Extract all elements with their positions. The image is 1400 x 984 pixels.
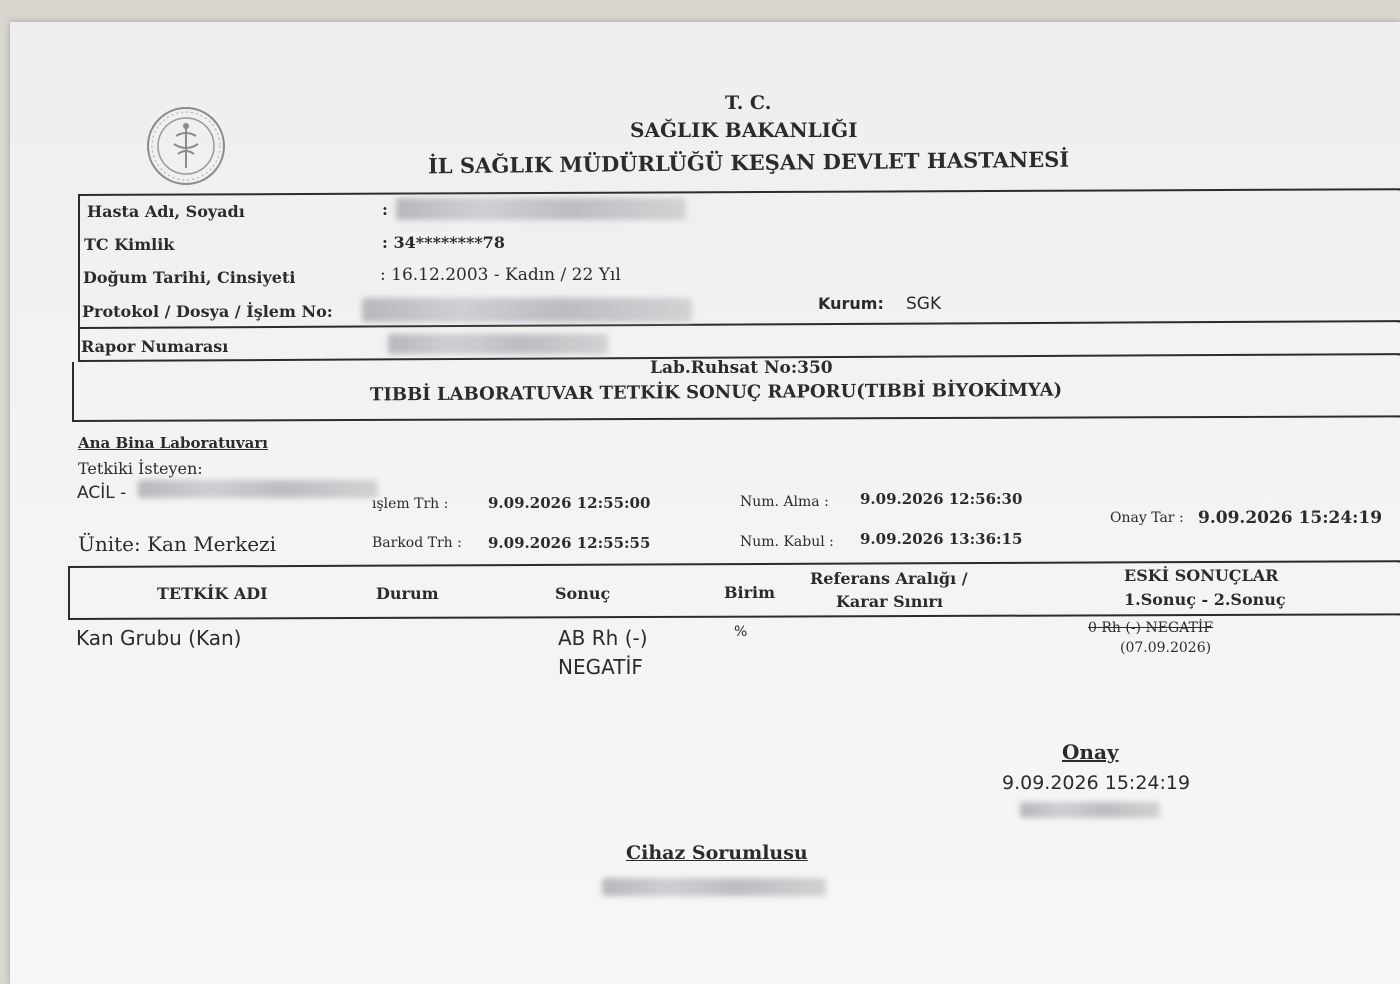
row-result-1: AB Rh (-) — [558, 626, 648, 650]
report-number-label: Rapor Numarası — [81, 337, 229, 356]
barkod-value: 9.09.2026 12:55:55 — [488, 534, 651, 552]
alma-label: Num. Alma : — [740, 494, 829, 510]
patient-row-divider — [78, 320, 1400, 329]
kurum-value: SGK — [906, 294, 942, 314]
lab-license: Lab.Ruhsat No:350 — [650, 358, 833, 378]
alma-value: 9.09.2026 12:56:30 — [860, 490, 1023, 508]
patient-box-left-border — [78, 195, 80, 362]
col-header-reference-1: Referans Aralığı / — [810, 569, 968, 588]
row-result-2: NEGATİF — [558, 655, 643, 679]
protocol-label: Protokol / Dosya / İşlem No: — [82, 302, 333, 321]
approval-title: Onay — [1062, 740, 1119, 764]
title-box-left-border — [72, 362, 74, 422]
report-paper — [10, 22, 1400, 984]
protocol-value-redacted — [362, 298, 692, 322]
patient-box-top-border — [78, 188, 1400, 196]
islem-label: ışlem Trh : — [372, 496, 449, 512]
dob-label: Doğum Tarihi, Cinsiyeti — [83, 268, 296, 287]
col-header-status: Durum — [376, 584, 439, 603]
requester-redacted — [138, 480, 378, 498]
header-tc: T. C. — [725, 92, 772, 114]
row-test-name: Kan Grubu (Kan) — [76, 626, 242, 650]
approval-datetime: 9.09.2026 15:24:19 — [1002, 772, 1191, 794]
table-header-bottom-border — [68, 613, 1400, 620]
table-header-left-border — [68, 567, 70, 619]
approval-signer-redacted — [1020, 802, 1160, 818]
title-box-bottom-border — [72, 415, 1400, 422]
col-header-test-name: TETKİK ADI — [157, 584, 268, 603]
islem-value: 9.09.2026 12:55:00 — [488, 494, 651, 512]
dob-value: : 16.12.2003 - Kadın / 22 Yıl — [380, 265, 621, 285]
device-responsible-title: Cihaz Sorumlusu — [626, 842, 808, 864]
patient-name-label: Hasta Adı, Soyadı — [87, 202, 245, 221]
col-header-result: Sonuç — [555, 584, 611, 603]
col-header-old-results-1: ESKİ SONUÇLAR — [1124, 566, 1279, 585]
patient-name-colon: : — [382, 200, 388, 219]
ministry-seal-icon — [142, 104, 230, 188]
requester-label: Tetkiki İsteyen: — [78, 459, 203, 478]
patient-name-redacted — [396, 198, 686, 220]
row-old-result-2: (07.09.2026) — [1120, 640, 1212, 656]
report-title: TIBBİ LABORATUVAR TETKİK SONUÇ RAPORU(TIBBİ BİYOKİMYA) — [369, 379, 1063, 406]
kurum-label: Kurum: — [818, 294, 884, 313]
row-old-result-1: 0 Rh (-) NEGATİF — [1088, 620, 1214, 636]
unit-label: Ünite: Kan Merkezi — [78, 532, 276, 556]
tc-label: TC Kimlik — [84, 235, 175, 254]
requester-value: ACİL - — [77, 483, 127, 503]
kabul-label: Num. Kabul : — [740, 534, 834, 550]
report-number-redacted — [388, 334, 608, 354]
col-header-old-results-2: 1.Sonuç - 2.Sonuç — [1124, 590, 1286, 609]
tc-value: : 34********78 — [382, 233, 505, 252]
row-unit: % — [734, 624, 748, 640]
device-responsible-redacted — [602, 878, 826, 896]
col-header-reference-2: Karar Sınırı — [836, 592, 943, 611]
onay-value: 9.09.2026 15:24:19 — [1198, 508, 1383, 528]
header-ministry: SAĞLIK BAKANLIĞI — [630, 118, 858, 142]
barkod-label: Barkod Trh : — [372, 535, 462, 551]
kabul-value: 9.09.2026 13:36:15 — [860, 530, 1023, 548]
lab-building: Ana Bina Laboratuvarı — [78, 434, 268, 452]
col-header-unit: Birim — [724, 583, 776, 602]
header-hospital: İL SAĞLIK MÜDÜRLÜĞÜ KEŞAN DEVLET HASTANESİ — [427, 146, 1070, 179]
onay-label: Onay Tar : — [1110, 510, 1184, 526]
